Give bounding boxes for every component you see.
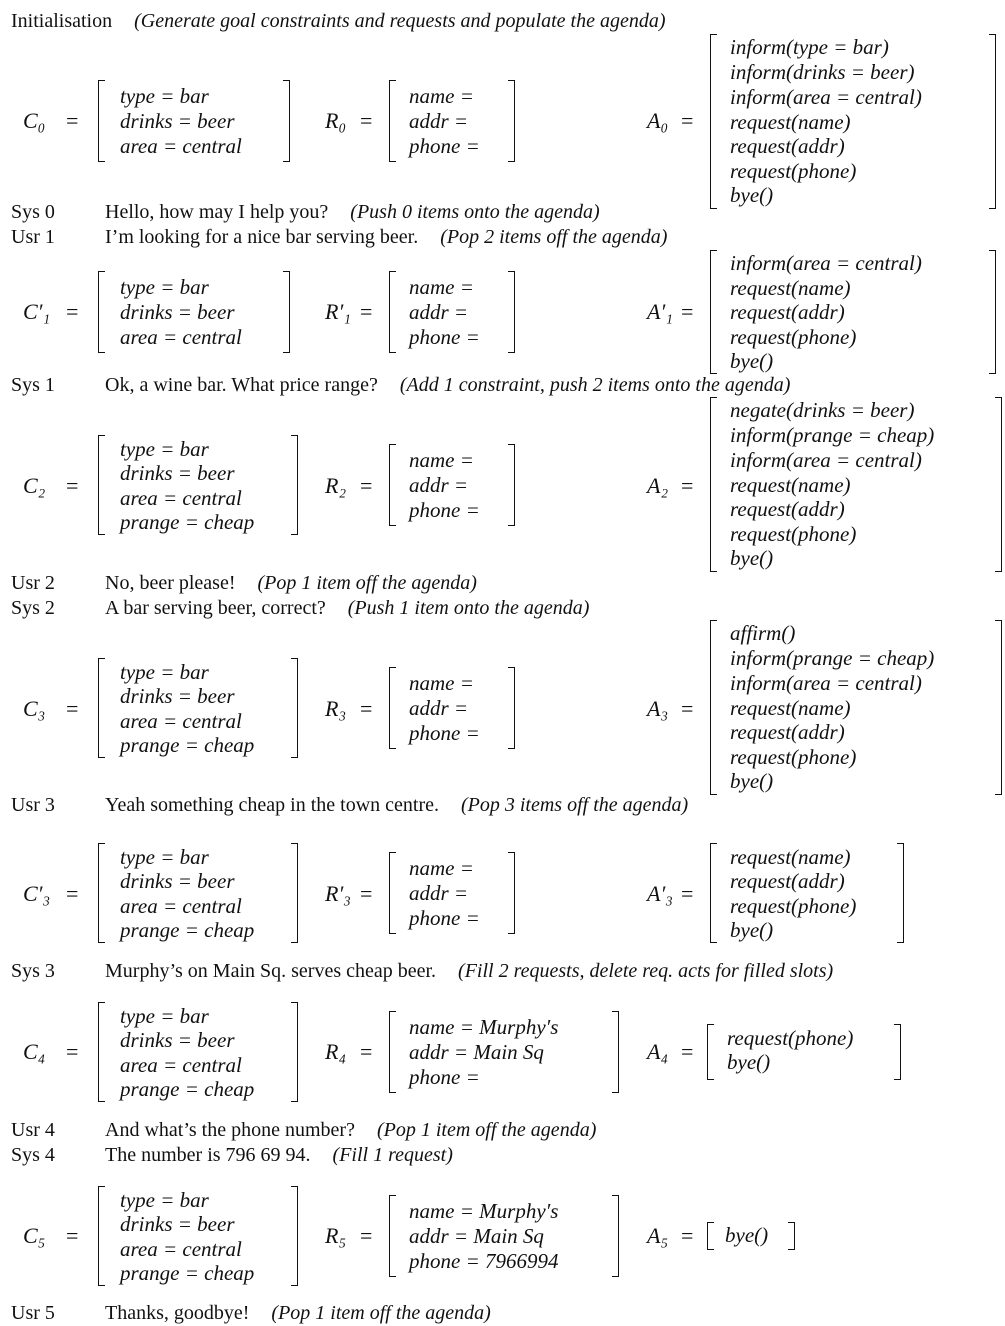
matrix-row: inform(prange = cheap) [730, 646, 935, 670]
matrix-row: request(phone) [730, 522, 857, 546]
matrix-row: drinks = beer [120, 684, 235, 708]
matrix-row: request(phone) [730, 745, 857, 769]
request-matrix [389, 852, 515, 934]
turn-speaker: Sys 0 [11, 201, 55, 223]
turn-comment: (Push 1 item onto the agenda) [347, 597, 590, 619]
turn-utterance: Hello, how may I help you? [105, 201, 329, 223]
matrix-row: type = bar [120, 275, 209, 299]
constraint-label: C₄ [23, 1039, 46, 1064]
matrix-row: bye() [730, 546, 774, 570]
matrix-row: bye() [730, 769, 774, 793]
turn-speaker: Usr 4 [11, 1119, 55, 1141]
request-label: R₂ [325, 473, 347, 498]
turn-line [11, 573, 477, 593]
matrix-row: request(addr) [730, 300, 845, 324]
turn-utterance: The number is 796 69 94. [105, 1144, 311, 1166]
turn-comment: (Push 0 items onto the agenda) [350, 201, 600, 223]
matrix-row: area = central [120, 709, 242, 733]
equals-sign: = [66, 108, 79, 133]
matrix-row: addr = [409, 473, 469, 497]
request-label: R₄ [325, 1039, 347, 1064]
turn-speaker: Usr 5 [11, 1302, 55, 1324]
equals-sign: = [360, 299, 373, 324]
request-label: R₀ [325, 108, 347, 133]
equals-sign: = [66, 696, 79, 721]
equals-sign: = [360, 696, 373, 721]
turn-comment: (Pop 3 items off the agenda) [461, 794, 689, 816]
matrix-row: addr = [409, 696, 469, 720]
matrix-row: request(addr) [730, 497, 845, 521]
constraint-label: C′₃ [23, 881, 51, 906]
agenda-label: A′₁ [647, 299, 673, 324]
matrix-row: affirm() [730, 621, 796, 645]
matrix-row: negate(drinks = beer) [730, 398, 915, 422]
turn-speaker: Usr 3 [11, 794, 55, 816]
matrix-row: phone = [409, 906, 480, 930]
matrix-row: type = bar [120, 1188, 209, 1212]
agenda-label: A′₃ [647, 881, 673, 906]
matrix-row: prange = cheap [120, 510, 255, 534]
matrix-row: drinks = beer [120, 300, 235, 324]
matrix-row: request(phone) [727, 1026, 854, 1050]
constraint-matrix [98, 80, 290, 162]
turn-utterance: Murphy’s on Main Sq. serves cheap beer. [105, 960, 437, 982]
matrix-row: inform(prange = cheap) [730, 423, 935, 447]
equals-sign: = [681, 881, 694, 906]
agenda-matrix [710, 843, 904, 943]
matrix-row: name = Murphy′s [409, 1015, 559, 1039]
matrix-row: bye() [725, 1223, 769, 1247]
constraint-matrix [98, 1186, 298, 1286]
turn-line [11, 202, 600, 222]
matrix-row: drinks = beer [120, 461, 235, 485]
matrix-row: name = [409, 856, 474, 880]
matrix-row: phone = [409, 721, 480, 745]
matrix-row: inform(area = central) [730, 671, 922, 695]
matrix-row: name = Murphy′s [409, 1199, 559, 1223]
equals-sign: = [360, 881, 373, 906]
matrix-row: area = central [120, 1237, 242, 1261]
matrix-row: inform(area = central) [730, 251, 922, 275]
matrix-row: request(name) [730, 276, 851, 300]
constraint-label: C₅ [23, 1223, 46, 1248]
matrix-row: area = central [120, 325, 242, 349]
matrix-row: bye() [730, 349, 774, 373]
matrix-row: area = central [120, 894, 242, 918]
equals-sign: = [66, 299, 79, 324]
turn-line [11, 1120, 596, 1140]
equals-sign: = [681, 696, 694, 721]
matrix-row: inform(type = bar) [730, 35, 889, 59]
turn-utterance: A bar serving beer, correct? [105, 597, 326, 619]
agenda-matrix [707, 1222, 795, 1250]
matrix-row: area = central [120, 134, 242, 158]
init-comment: (Generate goal constraints and requests and populate the agenda) [134, 10, 666, 32]
constraint-label: C′₁ [23, 299, 51, 324]
turn-line [11, 961, 833, 981]
turn-speaker: Usr 1 [11, 226, 55, 248]
request-matrix [389, 444, 515, 526]
agenda-label: A₀ [647, 108, 669, 133]
turn-line [11, 227, 667, 247]
matrix-row: prange = cheap [120, 1261, 255, 1285]
turn-line [11, 375, 790, 395]
turn-comment: (Pop 1 item off the agenda) [257, 572, 477, 594]
matrix-row: name = [409, 84, 474, 108]
constraint-matrix [98, 1002, 298, 1102]
equals-sign: = [66, 473, 79, 498]
turn-comment: (Pop 1 item off the agenda) [376, 1119, 597, 1141]
equals-sign: = [681, 473, 694, 498]
turn-line [11, 1303, 491, 1323]
matrix-row: inform(area = central) [730, 85, 922, 109]
turn-speaker: Sys 1 [11, 374, 55, 396]
equals-sign: = [66, 1223, 79, 1248]
request-label: R′₃ [325, 881, 351, 906]
matrix-row: inform(drinks = beer) [730, 60, 915, 84]
turn-speaker: Sys 4 [11, 1144, 55, 1166]
turn-line [11, 598, 589, 618]
equals-sign: = [360, 473, 373, 498]
equals-sign: = [360, 108, 373, 133]
turn-utterance: Ok, a wine bar. What price range? [105, 374, 378, 396]
matrix-row: request(addr) [730, 869, 845, 893]
turn-comment: (Fill 1 request) [332, 1144, 453, 1166]
request-label: R₅ [325, 1223, 347, 1248]
turn-comment: (Pop 1 item off the agenda) [271, 1302, 491, 1324]
turn-line [11, 795, 688, 815]
matrix-row: bye() [730, 918, 774, 942]
agenda-matrix [710, 620, 1002, 795]
matrix-row: bye() [727, 1050, 771, 1074]
matrix-row: request(addr) [730, 720, 845, 744]
matrix-row: addr = Main Sq [409, 1040, 544, 1064]
matrix-row: area = central [120, 1053, 242, 1077]
matrix-row: request(name) [730, 696, 851, 720]
matrix-row: addr = [409, 109, 469, 133]
request-label: R′₁ [325, 299, 351, 324]
matrix-row: type = bar [120, 1004, 209, 1028]
matrix-row: drinks = beer [120, 869, 235, 893]
turn-speaker: Usr 2 [11, 572, 55, 594]
matrix-row: name = [409, 275, 474, 299]
constraint-matrix [98, 658, 298, 758]
constraint-label: C₂ [23, 473, 46, 498]
constraint-matrix [98, 271, 290, 353]
matrix-row: name = [409, 671, 474, 695]
agenda-label: A₅ [647, 1223, 669, 1248]
request-matrix [389, 1011, 619, 1093]
turn-comment: (Add 1 constraint, push 2 items onto the agenda) [399, 374, 791, 396]
matrix-row: phone = [409, 134, 480, 158]
turn-utterance: And what’s the phone number? [105, 1119, 355, 1141]
matrix-row: request(addr) [730, 134, 845, 158]
constraint-label: C₀ [23, 108, 46, 133]
request-label: R₃ [325, 696, 347, 721]
agenda-label: A₂ [647, 473, 669, 498]
matrix-row: name = [409, 448, 474, 472]
request-matrix [389, 271, 515, 353]
matrix-row: addr = [409, 881, 469, 905]
equals-sign: = [360, 1039, 373, 1064]
matrix-row: addr = Main Sq [409, 1224, 544, 1248]
matrix-row: drinks = beer [120, 1212, 235, 1236]
equals-sign: = [681, 108, 694, 133]
agenda-label: A₃ [647, 696, 669, 721]
matrix-row: area = central [120, 486, 242, 510]
matrix-row: type = bar [120, 660, 209, 684]
matrix-row: bye() [730, 183, 774, 207]
matrix-row: type = bar [120, 437, 209, 461]
constraint-matrix [98, 843, 298, 943]
turn-speaker: Sys 3 [11, 960, 55, 982]
matrix-row: prange = cheap [120, 1077, 255, 1101]
constraint-label: C₃ [23, 696, 46, 721]
equals-sign: = [360, 1223, 373, 1248]
turn-utterance: Yeah something cheap in the town centre. [105, 794, 439, 816]
turn-utterance: Thanks, goodbye! [105, 1302, 250, 1324]
matrix-row: addr = [409, 300, 469, 324]
init-line [11, 11, 666, 31]
equals-sign: = [681, 299, 694, 324]
request-matrix [389, 1195, 619, 1277]
matrix-row: type = bar [120, 84, 209, 108]
equals-sign: = [681, 1039, 694, 1064]
matrix-row: prange = cheap [120, 918, 255, 942]
matrix-row: drinks = beer [120, 109, 235, 133]
equals-sign: = [66, 1039, 79, 1064]
request-matrix [389, 80, 515, 162]
matrix-row: inform(area = central) [730, 448, 922, 472]
matrix-row: request(name) [730, 110, 851, 134]
matrix-row: phone = [409, 325, 480, 349]
matrix-row: prange = cheap [120, 733, 255, 757]
equals-sign: = [66, 881, 79, 906]
matrix-row: request(name) [730, 473, 851, 497]
agenda-matrix [710, 250, 996, 374]
constraint-matrix [98, 435, 298, 535]
turn-line [11, 1145, 453, 1165]
turn-utterance: I’m looking for a nice bar serving beer. [105, 226, 419, 248]
request-matrix [389, 667, 515, 749]
turn-utterance: No, beer please! [105, 572, 236, 594]
agenda-label: A₄ [647, 1039, 669, 1064]
matrix-row: request(phone) [730, 894, 857, 918]
matrix-row: request(phone) [730, 159, 857, 183]
agenda-matrix [707, 1024, 901, 1080]
turn-comment: (Pop 2 items off the agenda) [440, 226, 668, 248]
matrix-row: drinks = beer [120, 1028, 235, 1052]
matrix-row: phone = [409, 498, 480, 522]
matrix-row: request(phone) [730, 325, 857, 349]
turn-speaker: Sys 2 [11, 597, 55, 619]
matrix-row: phone = 7966994 [409, 1249, 559, 1273]
agenda-matrix [710, 397, 1002, 572]
init-label: Initialisation [11, 10, 113, 32]
turn-comment: (Fill 2 requests, delete req. acts for filled slots) [458, 960, 834, 982]
equals-sign: = [681, 1223, 694, 1248]
matrix-row: request(name) [730, 845, 851, 869]
matrix-row: phone = [409, 1065, 480, 1089]
matrix-row: type = bar [120, 845, 209, 869]
agenda-matrix [710, 34, 996, 209]
